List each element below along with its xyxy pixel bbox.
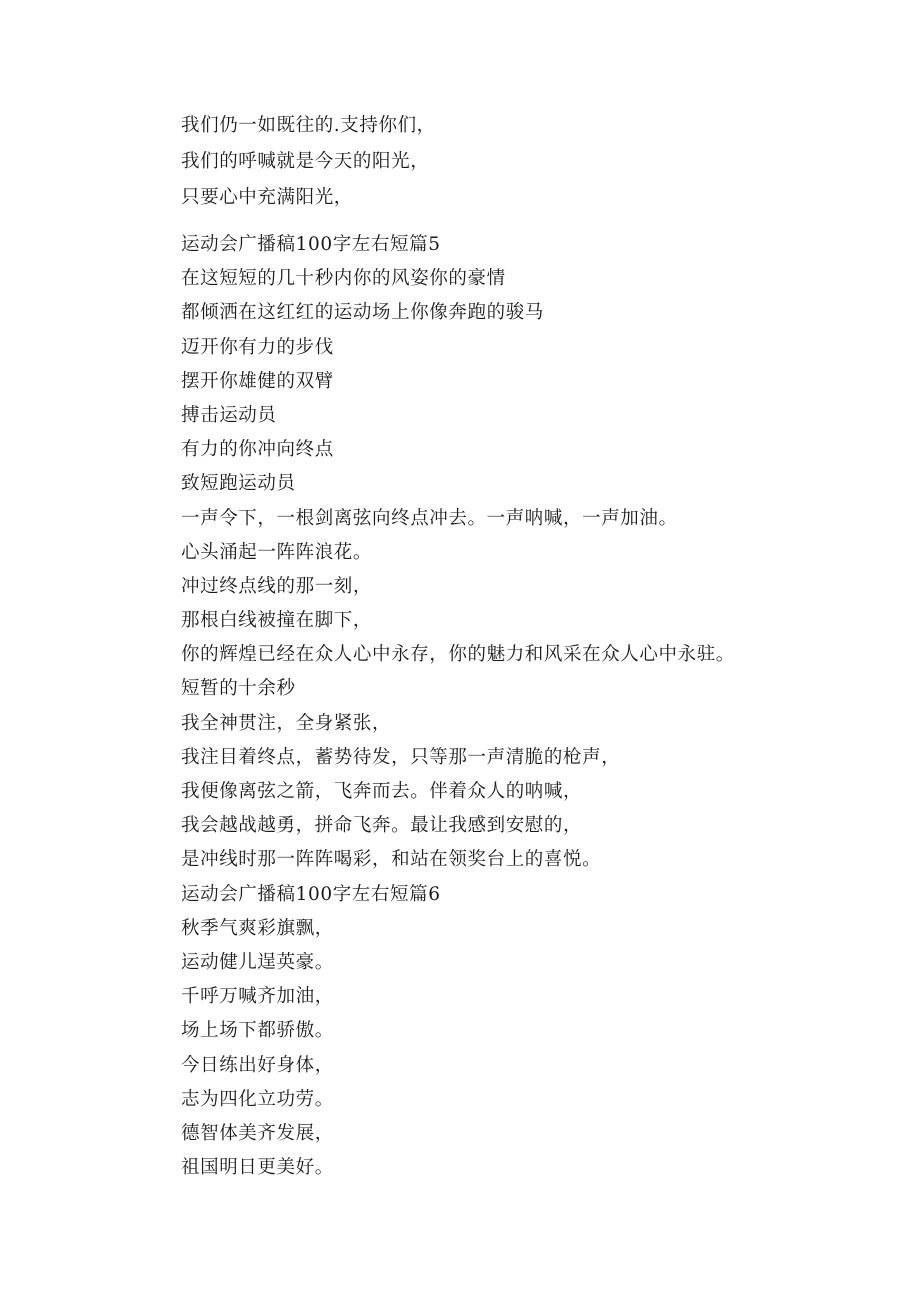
text-line: 运动健儿逞英豪。 [181, 951, 334, 973]
text-line: 我们的呼喊就是今天的阳光， [181, 151, 430, 172]
text-line: 秋季气爽彩旗飘， [181, 917, 334, 939]
text-line: 搏击运动员 [181, 404, 277, 426]
text-line: 德智体美齐发展， [181, 1122, 334, 1144]
text-line: 摆开你雄健的双臂 [181, 370, 334, 392]
section-heading: 运动会广播稿100字左右短篇5 [181, 234, 441, 255]
text-line: 志为四化立功劳。 [181, 1088, 334, 1110]
text-line: 千呼万喊齐加油， [181, 986, 334, 1008]
text-line: 都倾洒在这红红的运动场上你像奔跑的骏马 [181, 302, 544, 324]
text-line: 我会越战越勇，拼命飞奔。最让我感到安慰的， [181, 815, 583, 837]
text-line: 致短跑运动员 [181, 473, 296, 495]
text-line: 是冲线时那一阵阵喝彩，和站在领奖台上的喜悦。 [181, 849, 602, 871]
text-line: 我全神贯注，全身紧张， [181, 712, 392, 734]
text-line: 迈开你有力的步伐 [181, 336, 334, 358]
text-line: 冲过终点线的那一刻， [181, 575, 373, 597]
intro-block [181, 108, 881, 216]
text-line: 今日练出好身体， [181, 1054, 334, 1076]
text-line: 一声令下，一根剑离弦向终点冲去。一声呐喊，一声加油。 [181, 507, 678, 529]
section-heading: 运动会广播稿100字左右短篇6 [181, 883, 441, 905]
text-line: 我注目着终点，蓄势待发，只等那一声清脆的枪声， [181, 746, 621, 768]
text-line: 只要心中充满阳光， [181, 187, 353, 208]
text-line: 那根白线被撞在脚下， [181, 610, 373, 632]
text-line: 有力的你冲向终点 [181, 439, 334, 461]
text-line: 场上场下都骄傲。 [181, 1020, 334, 1042]
text-line: 短暂的十余秒 [181, 678, 296, 700]
main-block [181, 228, 881, 1185]
text-line: 心头涌起一阵阵浪花。 [181, 541, 373, 563]
text-line: 我们仍一如既往的.支持你们， [181, 115, 436, 136]
paragraph-gap [181, 216, 881, 228]
text-line: 在这短短的几十秒内你的风姿你的豪情 [181, 268, 506, 290]
text-line: 祖国明日更美好。 [181, 1157, 334, 1179]
document-body [181, 108, 881, 1185]
text-line: 我便像离弦之箭，飞奔而去。伴着众人的呐喊， [181, 781, 583, 802]
text-line: 你的辉煌已经在众人心中永存，你的魅力和风采在众人心中永驻。 [181, 644, 735, 666]
